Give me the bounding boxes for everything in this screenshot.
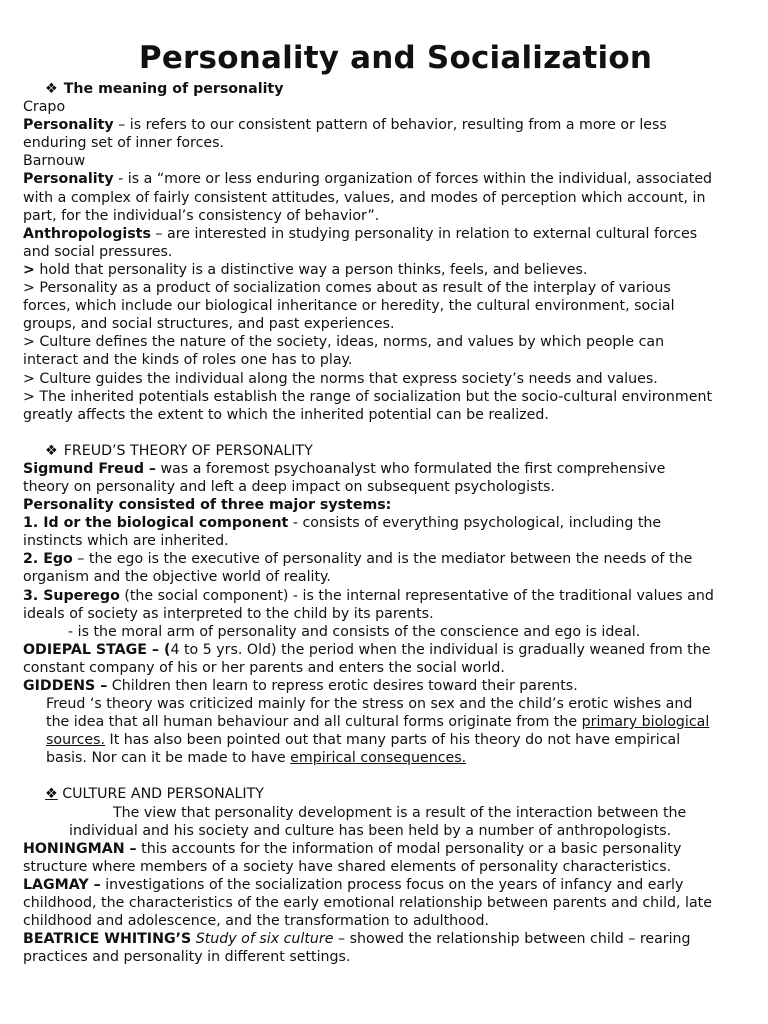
lagmay-paragraph-cont: childhood, the characteristics of the early emotional relationship between parents and child, late bbox=[23, 895, 712, 912]
culture-view-paragraph: The view that personality development is a result of the interaction between the bbox=[113, 804, 687, 821]
point-2-cont: groups, and social structures, and past experiences. bbox=[23, 316, 395, 333]
system-superego-cont: - is the moral arm of personality and consists of the conscience and ego is ideal. bbox=[68, 623, 641, 640]
point-2-cont: forces, which include our biological inheritance or heredity, the cultural environment, social bbox=[23, 298, 675, 315]
system-ego: 2. Ego – the ego is the executive of personality and is the mediator between the needs of the bbox=[23, 551, 693, 568]
criticism-paragraph: Freud ‘s theory was criticized mainly for the stress on sex and the child’s erotic wishes and bbox=[46, 696, 693, 713]
freud-paragraph: Sigmund Freud – was a foremost psychoanalyst who formulated the first comprehensive bbox=[23, 460, 666, 477]
honingman-paragraph: HONINGMAN – this accounts for the information of modal personality or a basic personality bbox=[23, 840, 682, 857]
systems-heading: Personality consisted of three major systems: bbox=[23, 497, 392, 514]
system-ego-cont: organism and the objective world of reality. bbox=[23, 569, 331, 586]
spacer bbox=[23, 767, 768, 785]
definition-barnouw-cont: part, for the individual’s consistency of behavior”. bbox=[23, 207, 380, 224]
culture-view-paragraph-cont: individual and his society and culture has been held by a number of anthropologists. bbox=[69, 822, 672, 839]
section-heading-meaning: ❖ The meaning of personality bbox=[45, 81, 284, 97]
oedipal-stage: ODIEPAL STAGE – (4 to 5 yrs. Old) the period when the individual is gradually weaned from the bbox=[23, 641, 711, 658]
page-title: Personality and Socialization bbox=[138, 40, 653, 76]
lagmay-paragraph-cont: childhood and adolescence, and the transformation to adulthood. bbox=[23, 913, 490, 930]
system-id-cont: instincts which are inherited. bbox=[23, 533, 229, 550]
criticism-paragraph-cont: sources. It has also been pointed out that many parts of his theory do not have empirical bbox=[46, 732, 681, 749]
oedipal-stage-cont: constant company of his or her parents and enters the social world. bbox=[23, 659, 505, 676]
author-crapo: Crapo bbox=[23, 99, 66, 116]
point-3: > Culture defines the nature of the society, ideas, norms, and values by which people can bbox=[23, 334, 665, 351]
system-id: 1. Id or the biological component - consists of everything psychological, including the bbox=[23, 515, 662, 532]
lagmay-paragraph: LAGMAY – investigations of the socialization process focus on the years of infancy and early bbox=[23, 876, 684, 893]
whiting-paragraph-cont: practices and personality in different settings. bbox=[23, 949, 351, 966]
spacer bbox=[23, 424, 768, 442]
definition-barnouw: Personality - is a “more or less enduring organization of forces within the individual, associated bbox=[23, 171, 713, 188]
point-5-cont: greatly affects the extent to which the inherited potential can be realized. bbox=[23, 406, 549, 423]
freud-paragraph-cont: theory on personality and left a deep impact on subsequent psychologists. bbox=[23, 478, 555, 495]
anthropologists-paragraph-cont: and social pressures. bbox=[23, 243, 173, 260]
system-superego: 3. Superego (the social component) - is the internal representative of the traditional values and bbox=[23, 587, 714, 604]
anthropologists-paragraph: Anthropologists – are interested in studying personality in relation to external cultural forces bbox=[23, 225, 698, 242]
author-barnouw: Barnouw bbox=[23, 153, 86, 170]
definition-crapo: Personality – is refers to our consistent pattern of behavior, resulting from a more or less bbox=[23, 117, 667, 134]
definition-crapo-cont: enduring set of inner forces. bbox=[23, 135, 225, 152]
giddens-paragraph: GIDDENS – Children then learn to repress erotic desires toward their parents. bbox=[23, 678, 578, 694]
diamond-bullet-icon: ❖ bbox=[45, 81, 58, 97]
whiting-paragraph: BEATRICE WHITING’S Study of six culture – showed the relationship between child – rearing bbox=[23, 931, 691, 948]
criticism-paragraph-cont: the idea that all human behaviour and all cultural forms originate from the primary biological bbox=[46, 714, 710, 731]
section-heading-freud: ❖ FREUD’S THEORY OF PERSONALITY bbox=[45, 442, 313, 459]
point-2: > Personality as a product of socialization comes about as result of the interplay of various bbox=[23, 280, 671, 297]
criticism-paragraph-cont: basis. Nor can it be made to have empirical consequences. bbox=[46, 750, 467, 767]
section-heading-culture: ❖ CULTURE AND PERSONALITY bbox=[45, 786, 264, 803]
honingman-paragraph-cont: structure where members of a society have shared elements of personality characteristics. bbox=[23, 858, 672, 875]
point-3-cont: interact and the kinds of roles one has to play. bbox=[23, 352, 353, 369]
point-1: > hold that personality is a distinctive way a person thinks, feels, and believes. bbox=[23, 261, 588, 278]
point-5: > The inherited potentials establish the range of socialization but the socio-cultural environment bbox=[23, 388, 713, 405]
diamond-bullet-icon: ❖ bbox=[45, 442, 58, 459]
diamond-bullet-icon: ❖ bbox=[45, 786, 58, 803]
system-superego-cont: ideals of society as interpreted to the child by its parents. bbox=[23, 605, 434, 622]
definition-barnouw-cont: with a complex of fairly consistent attitudes, values, and modes of perception which account, in bbox=[23, 189, 706, 206]
point-4: > Culture guides the individual along the norms that express society’s needs and values. bbox=[23, 370, 658, 387]
